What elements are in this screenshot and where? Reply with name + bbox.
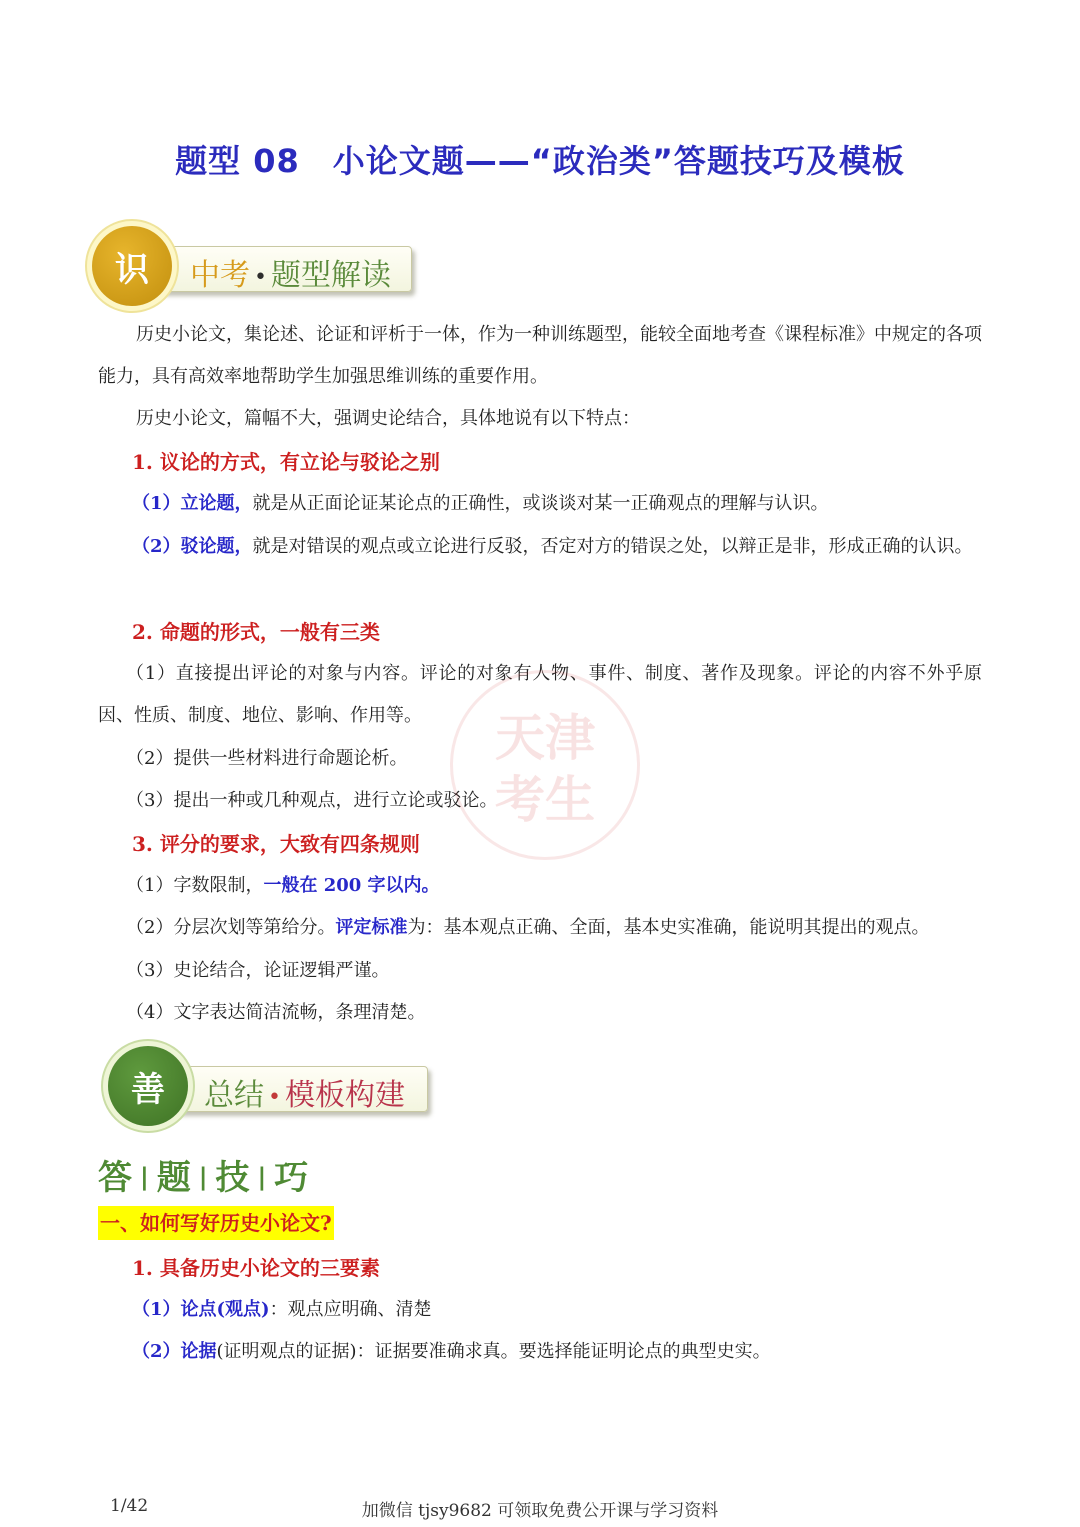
watermark-line: 天津 [495, 708, 595, 767]
badge-label-right: 模板构建 [284, 1078, 405, 1113]
item-label: （2）驳论题， [132, 536, 253, 557]
highlighted-section-title: 一、如何写好历史小论文? [98, 1206, 334, 1240]
badge-label [204, 1070, 405, 1114]
section-heading-4 [98, 1247, 1016, 1291]
intro-paragraph-2: 历史小论文，篇幅不大，强调史论结合，具体地说有以下特点： [136, 408, 640, 429]
skills-char: 答 [98, 1158, 132, 1198]
section-heading-3 [98, 823, 1016, 867]
section-heading-3-text: 3. 评分的要求，大致有四条规则 [132, 832, 420, 856]
item-label: （1）立论题， [132, 493, 253, 514]
list-item: （1）直接提出评论的对象与内容。评论的对象有人物、事件、制度、著作及现象。评论的内容不外乎原因、性质、制度、地位、影响、作用等。 [98, 663, 982, 726]
list-item: （3）史论结合，论证逻辑严谨。 [126, 960, 390, 981]
item-text: （2）分层次划等第给分。 [126, 917, 336, 938]
badge-dot: • [254, 264, 267, 290]
list-item: （2）提供一些材料进行命题论析。 [126, 748, 408, 769]
section-badge-reading [92, 226, 422, 306]
item-text: （1）字数限制， [126, 875, 264, 896]
skills-heading [98, 1150, 308, 1199]
skills-separator: | [198, 1163, 208, 1191]
list-item: （4）文字表达简洁流畅，条理清楚。 [126, 1002, 426, 1023]
item-text: (证明观点的证据)：证据要准确求真。要选择能证明论点的典型史实。 [216, 1341, 771, 1362]
badge-char: 识 [115, 249, 149, 290]
section-heading-2 [98, 611, 1016, 655]
list-item [98, 907, 1010, 949]
badge-label-right: 题型解读 [270, 258, 391, 293]
skills-char: 巧 [274, 1158, 309, 1198]
item-text: 为：基本观点正确、全面，基本史实准确，能说明其提出的观点。 [407, 917, 930, 938]
section-heading-1-text: 1. 议论的方式，有立论与驳论之别 [132, 450, 440, 474]
section-badge-summary [108, 1046, 438, 1126]
list-item [98, 1289, 1016, 1331]
item-label: （1）论点(观点) [132, 1299, 270, 1320]
badge-char: 善 [131, 1069, 165, 1110]
section-heading-2-text: 2. 命题的形式，一般有三类 [132, 620, 380, 644]
badge-label [190, 250, 391, 294]
list-item [98, 483, 1016, 525]
page-number: 1/42 [110, 1496, 149, 1516]
item-label: （2）论据 [132, 1341, 217, 1362]
skills-char: 题 [156, 1158, 191, 1198]
item-text: 就是对错误的观点或立论进行反驳，否定对方的错误之处，以辩正是非，形成正确的认识。 [252, 536, 973, 557]
footer-note: 加微信 tjsy9682 可领取免费公开课与学习资料 [361, 1501, 719, 1521]
badge-dot: • [268, 1084, 281, 1110]
badge-circle-icon [108, 1046, 188, 1126]
item-text: 就是从正面论证某论点的正确性，或谈谈对某一正确观点的理解与认识。 [252, 493, 829, 514]
item-emphasis: 评定标准 [335, 917, 408, 938]
skills-char: 技 [215, 1158, 250, 1198]
intro-paragraph-1: 历史小论文，集论述、论证和评析于一体，作为一种训练题型，能较全面地考查《课程标准》中规定的各项能力，具有高效率地帮助学生加强思维训练的重要作用。 [98, 324, 982, 387]
item-text: ：观点应明确、清楚 [269, 1299, 432, 1320]
skills-separator: | [257, 1163, 267, 1191]
section-heading-1 [98, 441, 1016, 485]
section-heading-4-text: 1. 具备历史小论文的三要素 [132, 1256, 380, 1280]
badge-circle-icon [92, 226, 172, 306]
watermark-line: 考生 [495, 770, 595, 829]
list-item: （3）提出一种或几种观点，进行立论或驳论。 [126, 790, 498, 811]
document-title: 题型 08 小论文题——“政治类”答题技巧及模板 [175, 142, 905, 180]
list-item [98, 865, 1010, 907]
badge-label-left: 中考 [190, 258, 250, 293]
list-item [98, 526, 982, 568]
list-item [98, 1331, 1016, 1373]
badge-label-left: 总结 [204, 1078, 264, 1113]
skills-separator: | [140, 1163, 149, 1191]
item-emphasis: 一般在 200 字以内。 [263, 875, 440, 896]
